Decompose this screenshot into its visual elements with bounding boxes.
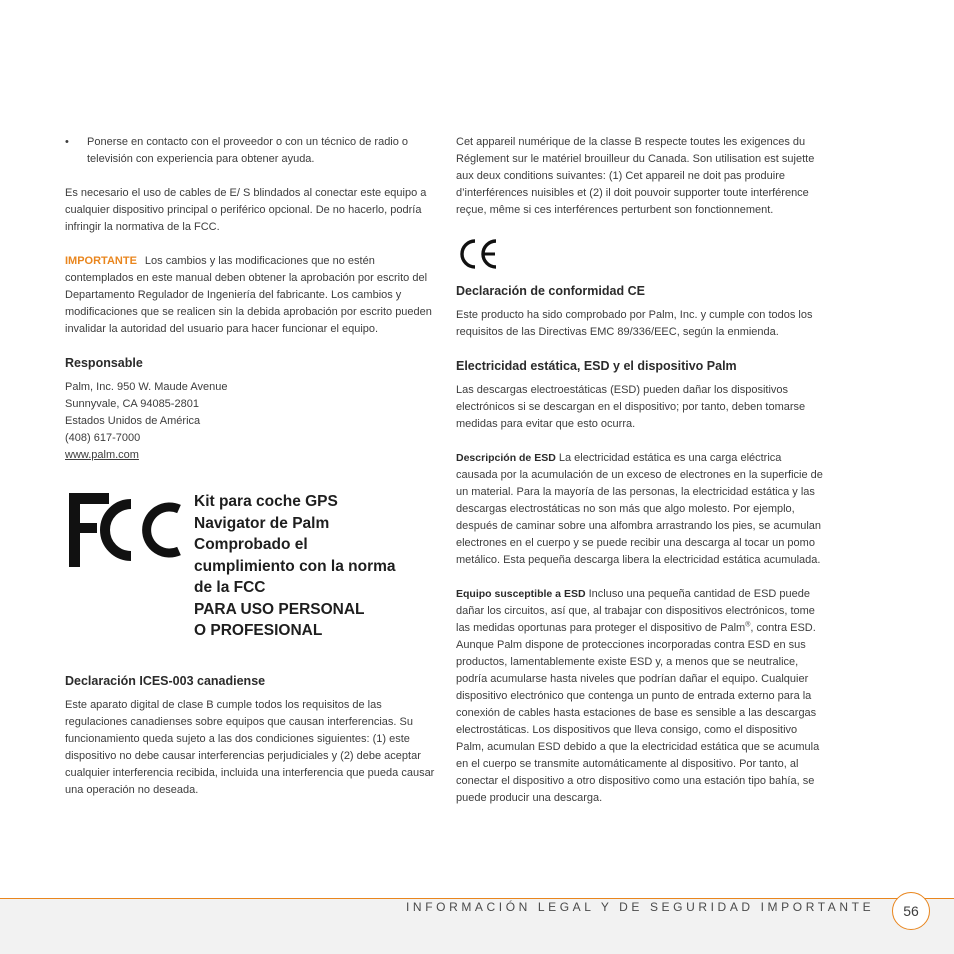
cables-paragraph: Es necesario el uso de cables de E/ S blindados al conectar este equipo a cualquier dispositivo principal o periférico opcional. De no hacerlo, podría infringir la normativa de la FCC. [65,187,427,233]
address-line-3: Estados Unidos de América [65,415,201,427]
ices-paragraph: Este aparato digital de clase B cumple todos los requisitos de las regulaciones canadienses sobre equipos que causan interferencias. Su funcionamiento queda sujeto a las dos condiciones siguientes: (1) este dispositivo no debe causar interferencias perjudiciales y (2) debe aceptar cualquier interferencia recibida, incluida una interferencia que pueda causar una operación no deseada. [65,699,435,796]
ce-mark-icon [456,237,498,271]
esd-heading: Electricidad estática, ESD y el dispositivo Palm [456,359,737,373]
address-line-1: Palm, Inc. 950 W. Maude Avenue [65,381,228,393]
esd-equipment-text-b: , contra ESD. Aunque Palm dispone de protecciones incorporadas contra ESD en sus productos, lamentablemente existe ESD y, a menos que se neutralice, podría acumularse hasta niveles que podrían dañar el equipo. Cualquier dispositivo electrónico que contenga un punto de entrada externo para la conexión de cables hasta estaciones de base es sensible a las descargas electrostáticas. Los dispositivos que lleva consigo, como el dispositivo Palm, acumulan ESD debido a que la electricidad estática que se acumula en el cuerpo se transmite automáticamente al dispositivo. Por tanto, al conectar el dispositivo a otro dispositivo como una estación tipo bahía, se puede producir una descarga. [456,622,820,804]
fcc-title-line-7: O PROFESIONAL [194,622,323,639]
esd-intro-paragraph: Las descargas electroestáticas (ESD) pueden dañar los dispositivos electrónicos si se descargan en el dispositivo; por tanto, deben tomarse medidas para evitar que esto ocurra. [456,384,806,430]
registered-mark: ® [745,621,751,629]
page-number-badge: 56 [892,892,930,930]
fcc-title-line-1: Kit para coche GPS [194,493,338,510]
responsible-heading: Responsable [65,356,143,370]
important-text: Los cambios y las modificaciones que no estén contemplados en este manual deben obtener la aprobación por escrito del Departamento Regulador de Ingeniería del fabricante. Los cambios y modificaciones que se realicen sin la debida aprobación por escrito pueden invalidar la autoridad del usuario para hacer funcionar el equipo. [65,255,432,335]
french-paragraph: Cet appareil numérique de la classe B respecte toutes les exigences du Réglement sur le matériel brouilleur du Canada. Son utilisation est sujette aux deux conditions suivantes: (1) Cet appareil ne doit pas produire d’interférences nuisibles et (2) il doit pouvoir supporter toute interférence reçue, même si ces interférences perturbent son fonctionnement. [456,136,815,216]
palm-website-link[interactable]: www.palm.com [65,449,139,461]
fcc-logo-icon [67,491,185,571]
address-phone: (408) 617-7000 [65,432,141,444]
important-paragraph [65,253,435,338]
right-column [456,134,826,807]
esd-equipment-paragraph [456,586,826,807]
important-label: IMPORTANTE [65,255,137,267]
esd-equipment-text-a: Incluso una pequeña cantidad de ESD puede dañar los circuitos, así que, al trabajar con dispositivos electrónicos, tome las medidas oportunas para proteger el dispositivo de Palm [456,588,815,634]
ce-mark [456,237,826,277]
fcc-compliance-block [65,491,435,651]
fcc-title-line-6: PARA USO PERSONAL [194,600,365,618]
fcc-title-line-3: Comprobado el [194,536,308,553]
responsible-address [65,379,435,464]
esd-description-text: La electricidad estática es una carga eléctrica causada por la acumulación de un exceso de electrones en la superficie de un material. Para la mayoría de las personas, la electricidad estática y las descargas electrostáticas no son más que algo molesto. Por ejemplo, después de caminar sobre una alfombra arrastrando los pies, se acumulan electrones en el cuerpo y se puede recibir una descarga al tocar un pomo metálico. Esta pequeña descarga libera la electricidad estática acumulada. [456,452,823,566]
ce-paragraph: Este producto ha sido comprobado por Palm, Inc. y cumple con todos los requisitos de las Directivas EMC 89/336/EEC, según la enmienda. [456,309,813,338]
ce-heading: Declaración de conformidad CE [456,284,645,298]
fcc-title-line-5: de la FCC [194,579,266,596]
bullet-dot: • [65,136,69,148]
fcc-title [194,491,444,642]
esd-description-paragraph [456,450,826,569]
esd-description-label: Descripción de ESD [456,452,556,464]
esd-equipment-label: Equipo susceptible a ESD [456,588,586,600]
bullet-item [65,134,435,168]
left-column [65,134,435,799]
address-line-2: Sunnyvale, CA 94085-2801 [65,398,199,410]
ices-heading: Declaración ICES-003 canadiense [65,674,266,688]
footer-section-title: INFORMACIÓN LEGAL Y DE SEGURIDAD IMPORTANTE [406,900,875,914]
fcc-title-line-4: cumplimiento con la norma [194,557,396,575]
bullet-text: Ponerse en contacto con el proveedor o con un técnico de radio o televisión con experiencia para obtener ayuda. [87,136,409,165]
fcc-title-line-2: Navigator de Palm [194,514,330,532]
